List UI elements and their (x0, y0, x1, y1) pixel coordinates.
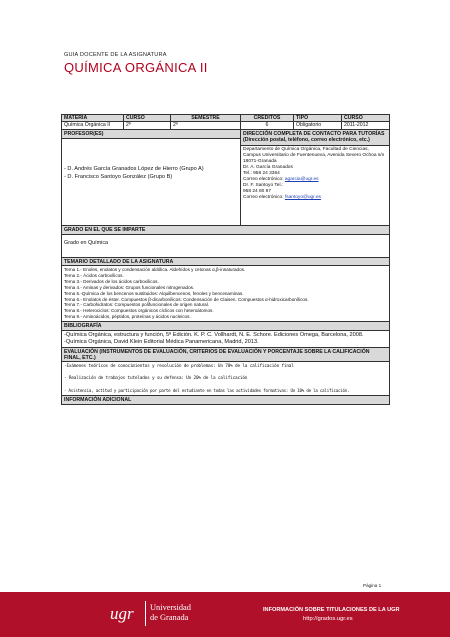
additional-info-heading: INFORMACIÓN ADICIONAL (62, 396, 390, 404)
guide-label: GUIA DOCENTE DE LA ASIGNATURA (64, 52, 167, 58)
creditos-value: 6 (241, 122, 294, 129)
email-label: Correo electrónico: (243, 194, 285, 200)
topic-item: Tema 6.- Enolatos de éster. Compuestos β-dicarbonílicos: Condensación de Claisen. Compuestos α-hidroxicarbonílicos. (64, 296, 309, 302)
university-name-line2: de Granada (150, 613, 189, 622)
professors-names-block (62, 138, 240, 225)
column-header-creditos: CRÉDITOS (241, 115, 294, 122)
syllabus-row (62, 266, 390, 322)
professors-cell (62, 129, 241, 225)
column-header-curso-academico: CURSO (342, 115, 390, 122)
evaluation-item: -Exámenes teóricos de conocimientos y resolución de problemas: Un 70% de la calificación final (64, 364, 294, 370)
evaluation-heading: EVALUACIÓN (INSTRUMENTOS DE EVALUACIÓN, CRITERIOS DE EVALUACIÓN Y PORCENTAJE SOBRE LA CALIFICACIÓN FINAL, ETC.) (62, 347, 390, 362)
degree-info-url[interactable]: http://grados.ugr.es (303, 616, 353, 622)
bibliography-item: -Química Orgánica, estructura y función, 5ª Edición. K. P. C. Vollhardt, N. E. Schore. Ediciones Omega, Barcelona, 2008. (64, 331, 364, 338)
grades-heading-row (62, 226, 390, 234)
email-link-fsantoyo[interactable]: fsantoyo@ugr.es (284, 194, 321, 200)
tipo-value: Obligatorio (294, 122, 342, 129)
professor-name: - D. Francisco Santoyo González (Grupo B) (64, 174, 173, 181)
logo-divider (145, 601, 146, 626)
syllabus-heading-row (62, 257, 390, 265)
bibliography-item: -Química Orgánica, David Klein Editorial Médica Panamericana, Madrid, 2013. (64, 338, 259, 345)
evaluation-item: - Realización de trabajos tutelados y su defensa: Un 20% de la calificación (64, 376, 248, 382)
contact-details (241, 145, 389, 203)
topic-item: Tema 3.- Derivados de los ácidos carboxílicos. (64, 278, 159, 284)
email-label: Correo electrónico: (243, 176, 285, 182)
curso-academico-value: 2011-2012 (342, 122, 390, 129)
course-sheet (61, 114, 389, 405)
column-header-tipo: TIPO (294, 115, 342, 122)
syllabus-heading: TEMARIO DETALLADO DE LA ASIGNATURA (62, 257, 390, 265)
page-number: Página 1 (363, 583, 382, 588)
university-name-line1: Universidad (150, 603, 191, 612)
contact-line: Departamento de Química Orgánica, Facultad de Ciencias, Campus Universitario de Fuentenueva, Avenida Severo Ochoa s/n 18071-Granada (243, 146, 385, 164)
bibliography-heading: BIBLIOGRAFÍA (62, 322, 390, 330)
contact-line: Tel.: 958 24 3364 (243, 170, 280, 176)
professors-row (62, 129, 390, 225)
grades-value: Grado en Química (62, 234, 390, 257)
professor-name: - D. Andrés García Granados López de Hierro (Grupo A) (64, 166, 204, 173)
ugr-logo-text: ugr (110, 604, 134, 623)
topic-item: Tema 8.- Heterociclos: Compuestos orgánicos cíclicos con heteroátomos. (64, 308, 214, 314)
grades-value-row (62, 234, 390, 257)
semestre-value: 2º (171, 122, 241, 129)
topic-item: Tema 1.- Enoles, enolatos y condensación aldólica. Aldehídos y cetonas α,β-insaturados. (64, 267, 246, 273)
topic-item: Tema 9.- Aminoácidos, péptidos, proteínas y ácidos nucleicos. (64, 314, 191, 320)
column-header-materia: MATERIA (62, 115, 124, 122)
course-value-row (62, 122, 390, 129)
column-header-curso: CURSO (124, 115, 171, 122)
contact-subheading: (Dirección postal, teléfono, correo electrónico, etc.) (243, 137, 370, 144)
contact-line: 958 24 80 87 (243, 188, 272, 194)
course-header-row (62, 115, 390, 122)
page-title: QUÍMICA ORGÁNICA II (64, 60, 208, 75)
evaluation-heading-row (62, 347, 390, 362)
contact-line: Dr. F. Santoyo Tel.: (243, 182, 284, 188)
evaluation-list (62, 362, 390, 396)
topic-item: Tema 7.- Carbohidratos: Compuestos polifuncionales de origen natural. (64, 302, 210, 308)
email-link-agarcia[interactable]: agarcia@ugr.es (284, 176, 319, 182)
topic-item: Tema 2.- Ácidos carboxílicos. (64, 272, 124, 278)
bibliography-heading-row (62, 322, 390, 330)
evaluation-item: - Asistencia, actitud y participación por parte del estudiante en todas las actividades formativas: Un 10% de la calificación. (64, 388, 350, 394)
contact-heading-block (241, 130, 389, 145)
syllabus-topics (62, 266, 390, 322)
additional-info-heading-row (62, 396, 390, 404)
email-line (243, 195, 387, 201)
footer-banner (0, 592, 450, 637)
grades-heading: GRADO EN EL QUE SE IMPARTE (62, 226, 390, 234)
bibliography-list (62, 330, 390, 347)
bibliography-row (62, 330, 390, 347)
degree-info-title: INFORMACIÓN SOBRE TITULACIONES DE LA UGR (263, 607, 400, 613)
ugr-logo-icon (110, 599, 144, 627)
contact-cell (241, 129, 390, 225)
professors-list (62, 139, 240, 181)
topic-item: Tema 5.-Química de los bencenos sustituidos: Alquilbencenos, fenoles y bencenaminas. (64, 290, 244, 296)
contact-line: Dr. A. García Granados (243, 164, 293, 170)
curso-value: 2º (124, 122, 171, 129)
topic-item: Tema 4.- Aminas y derivados: Grupos funcionales nitrogenados. (64, 284, 195, 290)
evaluation-row (62, 362, 390, 396)
contact-heading: DIRECCIÓN COMPLETA DE CONTACTO PARA TUTORÍAS (243, 130, 385, 137)
column-header-semestre: SEMESTRE (171, 115, 241, 122)
course-info-table (61, 114, 390, 405)
materia-value: Química Orgánica II (62, 122, 124, 129)
professors-heading: PROFESOR(ES) (64, 130, 104, 137)
